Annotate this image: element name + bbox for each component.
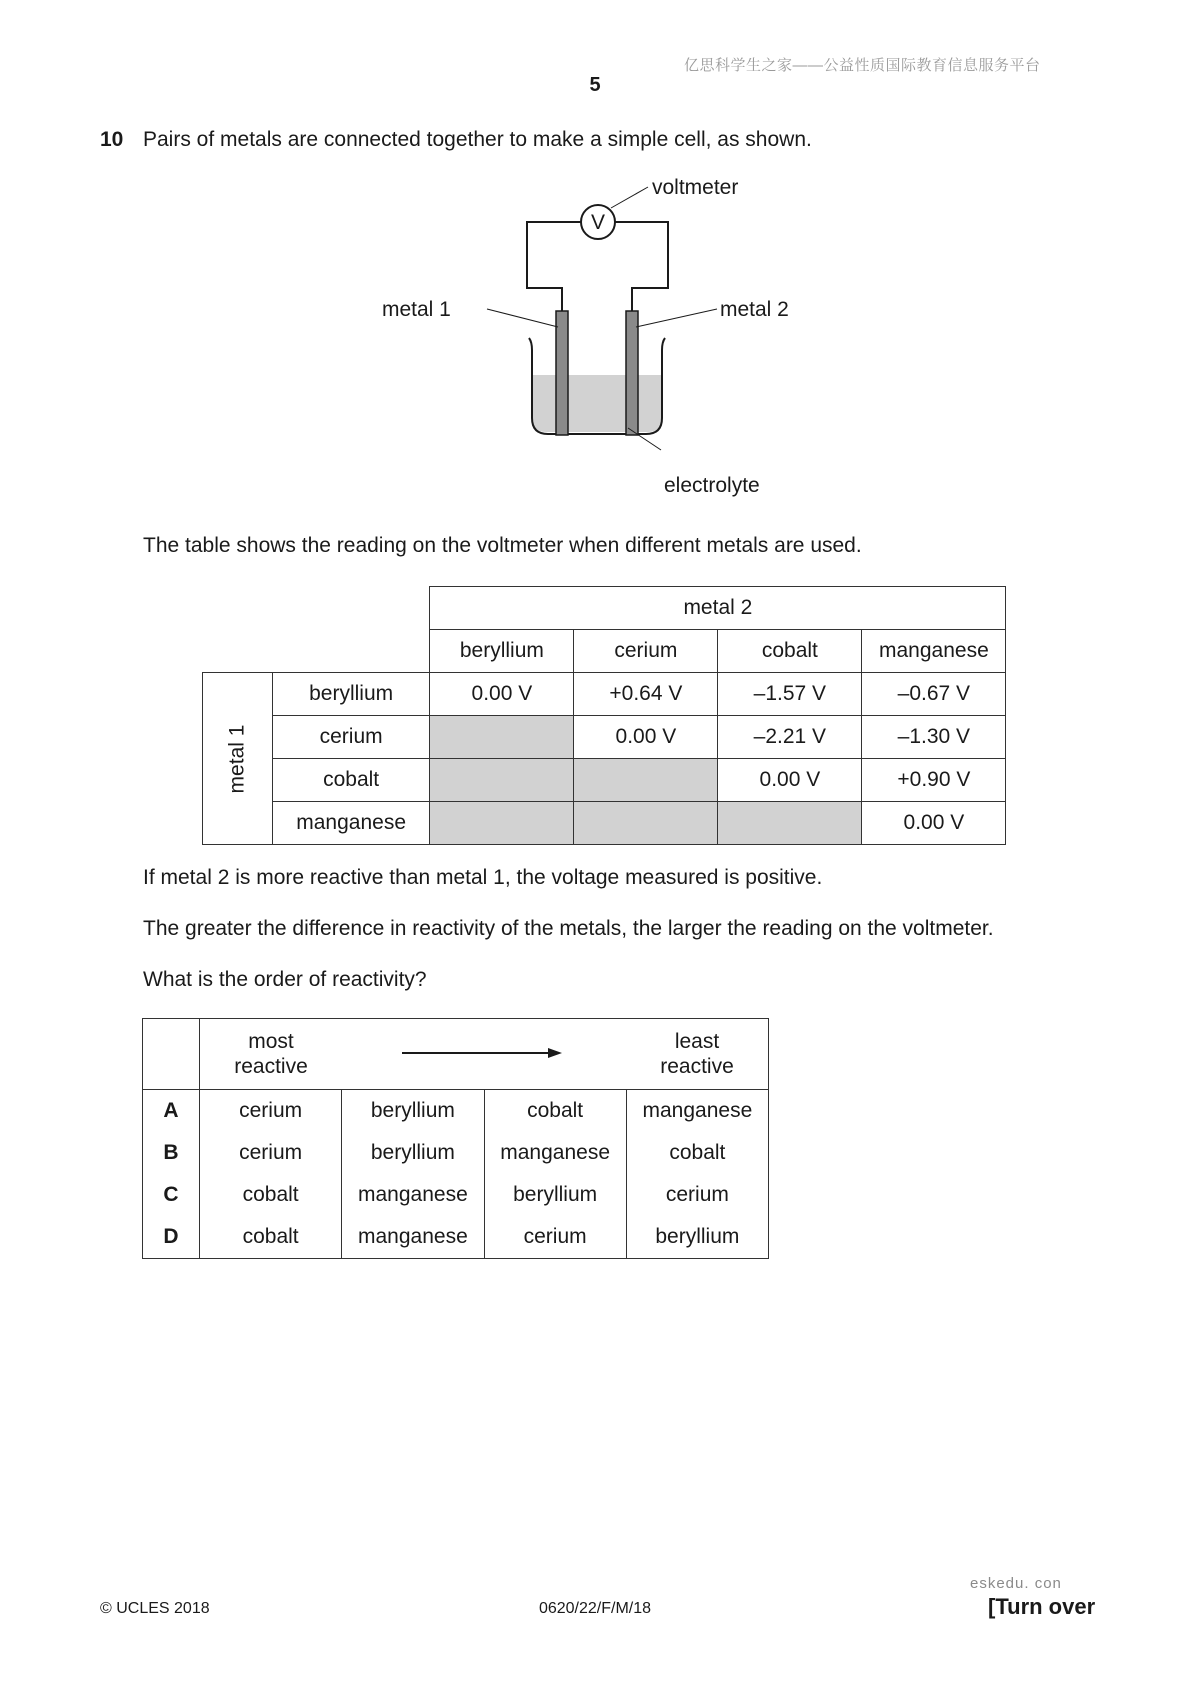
- electrolyte-liquid: [532, 375, 662, 432]
- option-letter: A: [143, 1090, 200, 1133]
- option-row-c: [143, 1174, 769, 1216]
- option-cell: manganese: [342, 1174, 484, 1216]
- row-metal: manganese: [272, 802, 430, 845]
- option-cell: cobalt: [626, 1132, 768, 1174]
- page-number: 5: [589, 74, 601, 96]
- cell-diagram: [382, 170, 810, 510]
- option-cell: cobalt: [200, 1174, 342, 1216]
- option-cell: cobalt: [484, 1090, 626, 1133]
- option-cell: cerium: [200, 1132, 342, 1174]
- voltage-cell: +0.90 V: [862, 759, 1006, 802]
- option-cell: manganese: [484, 1132, 626, 1174]
- table-row: [203, 673, 1006, 716]
- reactivity-arrow-icon: [402, 1046, 564, 1060]
- answer-header: [200, 1019, 769, 1090]
- metal-1-leader: [487, 309, 558, 327]
- electrolyte-label: electrolyte: [664, 474, 760, 497]
- option-cell: beryllium: [342, 1132, 484, 1174]
- option-row-b: [143, 1132, 769, 1174]
- metal-2-label: metal 2: [720, 298, 789, 321]
- option-cell: beryllium: [626, 1216, 768, 1259]
- table-row: [203, 802, 1006, 845]
- option-cell: cerium: [484, 1216, 626, 1259]
- order-prompt: What is the order of reactivity?: [143, 968, 427, 991]
- voltage-table: [202, 586, 1006, 845]
- most-reactive-label: most reactive: [234, 1030, 308, 1078]
- option-row-a: [143, 1090, 769, 1133]
- option-cell: cerium: [626, 1174, 768, 1216]
- column-header: manganese: [862, 630, 1006, 673]
- option-cell: manganese: [342, 1216, 484, 1259]
- voltmeter-leader: [611, 187, 648, 208]
- header-watermark: 亿思科学生之家——公益性质国际教育信息服务平台: [684, 57, 1041, 74]
- paper-code: 0620/22/F/M/18: [538, 1600, 652, 1617]
- table-intro: The table shows the reading on the voltmeter when different metals are used.: [143, 534, 862, 557]
- option-letter: B: [143, 1132, 200, 1174]
- voltage-cell: 0.00 V: [718, 759, 862, 802]
- shaded-cell: [574, 759, 718, 802]
- wire-left: [527, 222, 582, 311]
- metal-2-leader: [636, 309, 717, 327]
- option-cell: cerium: [200, 1090, 342, 1133]
- voltage-cell: 0.00 V: [430, 673, 574, 716]
- option-cell: beryllium: [484, 1174, 626, 1216]
- wire-right: [614, 222, 668, 311]
- metal-1-header-cell: [203, 673, 273, 845]
- metal-1-header: metal 1: [225, 724, 249, 793]
- voltage-cell: –2.21 V: [718, 716, 862, 759]
- metal-2-header: metal 2: [430, 587, 1006, 630]
- option-letter: D: [143, 1216, 200, 1259]
- row-metal: cerium: [272, 716, 430, 759]
- row-metal: cobalt: [272, 759, 430, 802]
- metal-1-label: metal 1: [382, 298, 451, 321]
- question-stem: Pairs of metals are connected together to make a simple cell, as shown.: [143, 128, 812, 151]
- voltmeter-symbol: V: [590, 211, 606, 234]
- option-letter: C: [143, 1174, 200, 1216]
- voltage-cell: 0.00 V: [862, 802, 1006, 845]
- voltage-cell: –1.30 V: [862, 716, 1006, 759]
- metal-1-electrode: [556, 311, 568, 435]
- copyright: © UCLES 2018: [100, 1600, 210, 1617]
- metal-2-electrode: [626, 311, 638, 435]
- rule-positive: If metal 2 is more reactive than metal 1, the voltage measured is positive.: [143, 866, 823, 889]
- answer-header-blank: [143, 1019, 200, 1090]
- column-header: beryllium: [430, 630, 574, 673]
- option-cell: beryllium: [342, 1090, 484, 1133]
- option-cell: manganese: [626, 1090, 768, 1133]
- shaded-cell: [430, 802, 574, 845]
- voltage-cell: 0.00 V: [574, 716, 718, 759]
- voltage-cell: –1.57 V: [718, 673, 862, 716]
- turn-over: [Turn over: [988, 1594, 1096, 1619]
- shaded-cell: [430, 759, 574, 802]
- column-header: cerium: [574, 630, 718, 673]
- column-header: cobalt: [718, 630, 862, 673]
- voltage-cell: +0.64 V: [574, 673, 718, 716]
- footer-watermark: eskedu. con: [970, 1575, 1062, 1592]
- table-row: [203, 716, 1006, 759]
- shaded-cell: [718, 802, 862, 845]
- voltmeter-label: voltmeter: [652, 176, 739, 199]
- row-metal: beryllium: [272, 673, 430, 716]
- option-cell: cobalt: [200, 1216, 342, 1259]
- question-number: 10: [100, 128, 124, 151]
- shaded-cell: [574, 802, 718, 845]
- answer-table: [142, 1018, 769, 1259]
- rule-difference: The greater the difference in reactivity of the metals, the larger the reading on the voltmeter.: [143, 917, 994, 940]
- least-reactive-label: least reactive: [660, 1030, 734, 1078]
- shaded-cell: [430, 716, 574, 759]
- option-row-d: [143, 1216, 769, 1259]
- table-row: [203, 759, 1006, 802]
- voltage-cell: –0.67 V: [862, 673, 1006, 716]
